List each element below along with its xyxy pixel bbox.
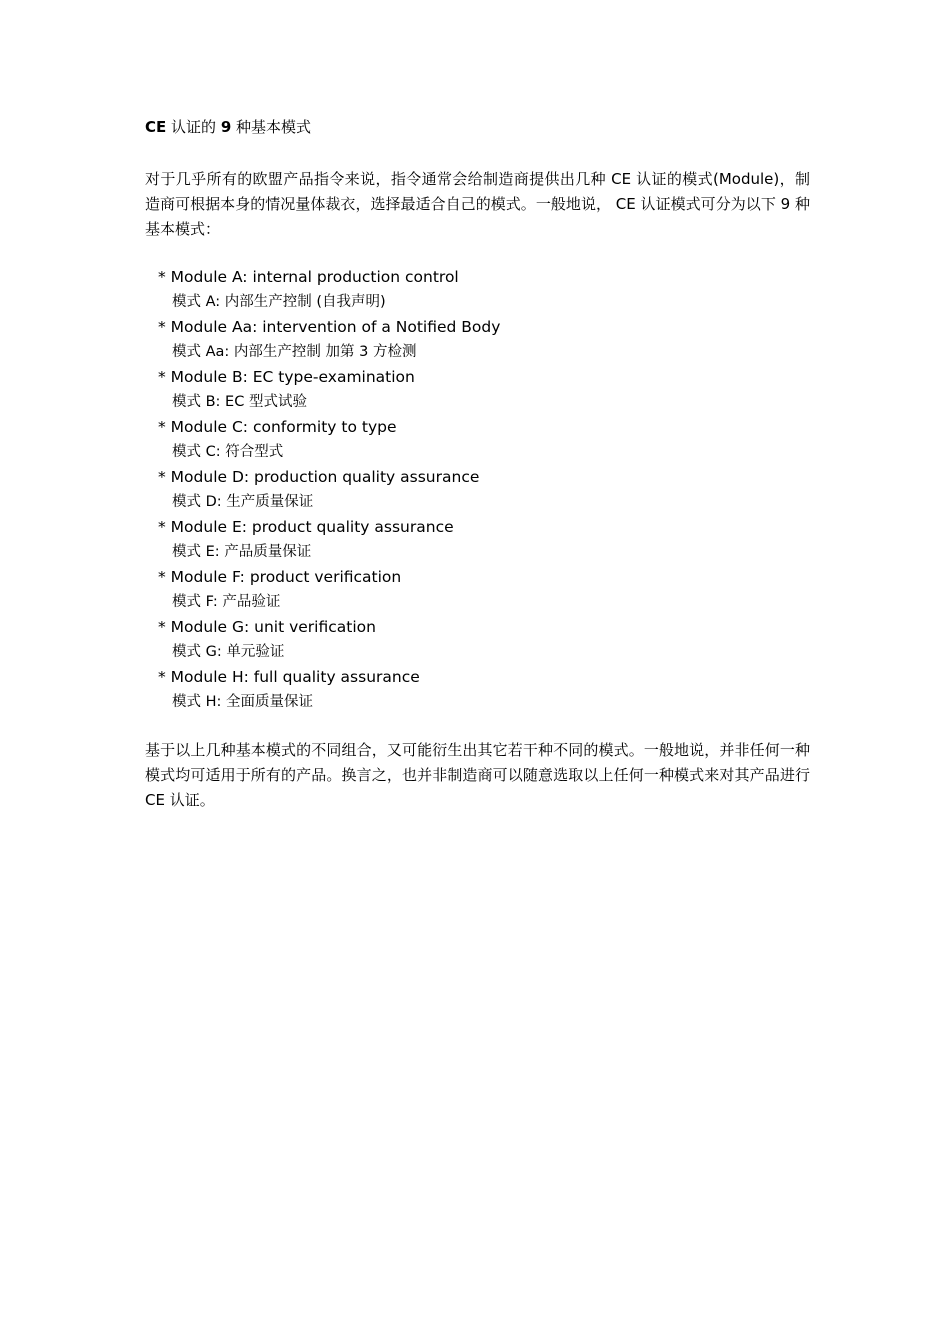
intro-paragraph: 对于几乎所有的欧盟产品指令来说，指令通常会给制造商提供出几种 CE 认证的模式(Module)，制造商可根据本身的情况量体裁衣，选择最适合自己的模式。一般地说， CE 认证模式可分为以下 9 种基本模式： [145, 170, 810, 238]
title-ce: CE [145, 118, 167, 136]
module-zh-label: 模式 B: EC 型式试验 [172, 394, 307, 410]
module-en-label: * Module H: full quality assurance [158, 668, 420, 686]
title-number: 9 [220, 118, 232, 136]
title-text-1: 认证的 [166, 118, 221, 136]
document-title [145, 116, 311, 138]
module-zh-label: 模式 F: 产品验证 [172, 594, 281, 610]
module-zh-label: 模式 H: 全面质量保证 [172, 694, 314, 710]
list-item-module-aa [158, 315, 798, 365]
list-item-module-b [158, 365, 798, 415]
module-zh-label: 模式 D: 生产质量保证 [172, 494, 314, 510]
list-item-module-h [158, 665, 798, 715]
module-list [158, 265, 798, 715]
module-en-label: * Module G: unit verification [158, 618, 376, 636]
module-zh-label: 模式 G: 单元验证 [172, 644, 285, 660]
module-en-label: * Module E: product quality assurance [158, 518, 454, 536]
module-en-label: * Module Aa: intervention of a Notified Body [158, 318, 501, 336]
outro-paragraph: 基于以上几种基本模式的不同组合，又可能衍生出其它若干种不同的模式。一般地说，并非任何一种模式均可适用于所有的产品。换言之，也并非制造商可以随意选取以上任何一种模式来对其产品进行 CE 认证。 [145, 741, 810, 809]
module-zh-label: 模式 A: 内部生产控制 (自我声明) [172, 294, 386, 310]
module-en-label: * Module A: internal production control [158, 268, 459, 286]
list-item-module-e [158, 515, 798, 565]
module-en-label: * Module D: production quality assurance [158, 468, 480, 486]
module-zh-label: 模式 Aa: 内部生产控制 加第 3 方检测 [172, 344, 417, 360]
module-en-label: * Module C: conformity to type [158, 418, 397, 436]
module-en-label: * Module F: product verification [158, 568, 402, 586]
list-item-module-c [158, 415, 798, 465]
list-item-module-f [158, 565, 798, 615]
title-text-2: 种基本模式 [231, 118, 312, 136]
module-en-label: * Module B: EC type-examination [158, 368, 415, 386]
list-item-module-a [158, 265, 798, 315]
list-item-module-g [158, 615, 798, 665]
module-zh-label: 模式 C: 符合型式 [172, 444, 284, 460]
list-item-module-d [158, 465, 798, 515]
module-zh-label: 模式 E: 产品质量保证 [172, 544, 312, 560]
